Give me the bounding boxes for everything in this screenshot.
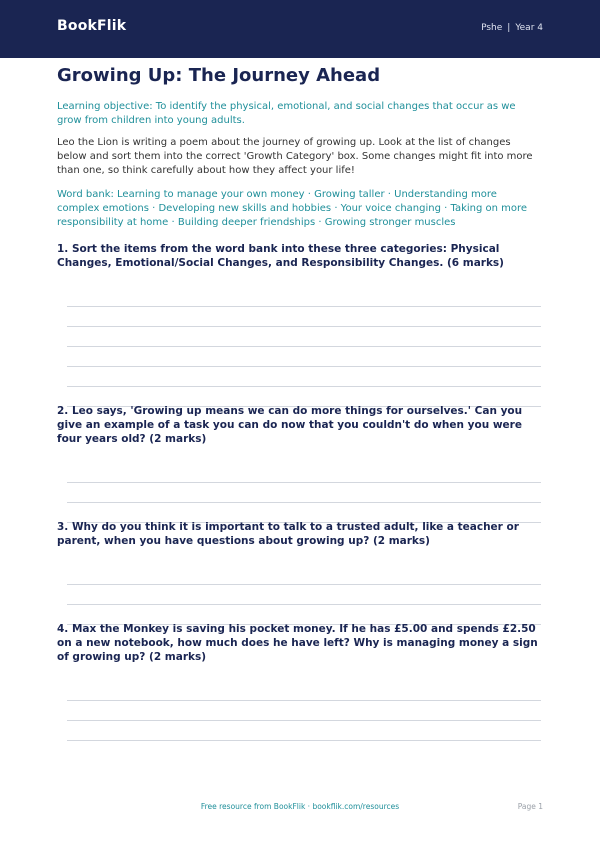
answer-line[interactable] <box>67 482 541 483</box>
learning-objective: Learning objective: To identify the physical, emotional, and social changes that occur as we grow from children into young adults. <box>57 101 516 126</box>
questions-area <box>57 0 541 848</box>
page-title: Growing Up: The Journey Ahead <box>57 65 381 86</box>
question-2: 2. Leo says, 'Growing up means we can do more things for ourselves.' Can you give an example of a task you can do now that you couldn't do when you were four years old? (2 marks) <box>57 405 523 445</box>
answer-line[interactable] <box>67 306 541 307</box>
page-number: Page 1 <box>517 802 543 811</box>
subject-label: Pshe <box>481 23 503 33</box>
word-bank: Word bank: Learning to manage your own money · Growing taller · Understanding more complex emotions · Developing new skills and hobbies · Your voice changing · Taking on more responsibility at home · Building deeper friendships · Growing stronger muscles <box>57 189 528 228</box>
answer-line[interactable] <box>67 604 541 605</box>
answer-line[interactable] <box>67 326 541 327</box>
year-label: Year 4 <box>515 23 543 33</box>
intro-text: Leo the Lion is writing a poem about the journey of growing up. Look at the list of changes below and sort them into the correct 'Growth Category' box. Some changes might fit into more than one, so think carefully about how they affect your life! <box>57 137 533 176</box>
answer-line[interactable] <box>67 366 541 367</box>
answer-line[interactable] <box>67 740 541 741</box>
brand-logo: BookFlik <box>57 18 127 34</box>
answer-line[interactable] <box>67 386 541 387</box>
answer-line[interactable] <box>67 720 541 721</box>
meta-separator: | <box>507 23 511 33</box>
answer-line[interactable] <box>67 346 541 347</box>
answer-line[interactable] <box>67 502 541 503</box>
footer-credit[interactable]: Free resource from BookFlik · bookflik.com/resources <box>200 802 400 811</box>
answer-line[interactable] <box>67 584 541 585</box>
answer-line[interactable] <box>67 700 541 701</box>
question-4: 4. Max the Monkey is saving his pocket money. If he has £5.00 and spends £2.50 on a new notebook, how much does he have left? Why is managing money a sign of growing up? (2 marks) <box>57 623 538 663</box>
question-1: 1. Sort the items from the word bank into these three categories: Physical Changes, Emotional/Social Changes, and Responsibility Changes. (6 marks) <box>57 243 504 269</box>
question-3: 3. Why do you think it is important to talk to a trusted adult, like a teacher or parent, when you have questions about growing up? (2 marks) <box>57 521 519 547</box>
